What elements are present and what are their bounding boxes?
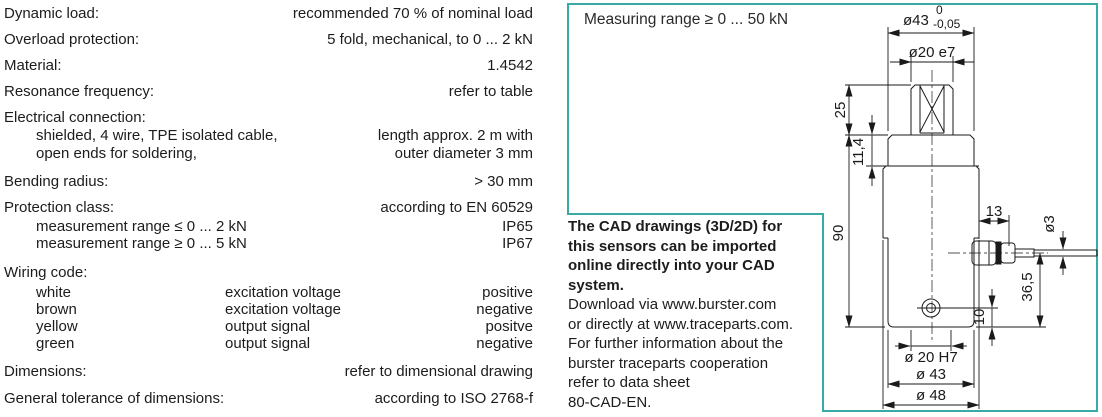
- svg-text:13: 13: [985, 203, 1003, 220]
- spec-value: according to EN 60529: [380, 199, 533, 216]
- measuring-range-label: Measuring range ≥ 0 ... 50 kN: [584, 11, 789, 28]
- spec-value: according to ISO 2768-f: [374, 390, 533, 407]
- wire-signal: excitation voltage: [225, 284, 341, 301]
- cad-note-bold-line: system.: [568, 276, 624, 294]
- spec-value: recommended 70 % of nominal load: [292, 5, 533, 22]
- spec-label: Wiring code:: [4, 264, 88, 281]
- spec-label: open ends for soldering,: [36, 145, 197, 162]
- spec-row-cable-detail-2: [4, 145, 533, 163]
- dim-25: [832, 85, 911, 135]
- spec-label: Dimensions:: [4, 363, 87, 380]
- spec-label: Bending radius:: [4, 173, 109, 190]
- wire-polarity: negative: [476, 335, 533, 352]
- spec-row-dynamic-load: [4, 5, 533, 23]
- wire-color: green: [36, 335, 75, 352]
- cad-note-line: For further information about the: [568, 335, 784, 352]
- svg-text:36,5: 36,5: [1019, 272, 1036, 302]
- spec-value: > 30 mm: [474, 173, 533, 190]
- dim-11-4: [850, 115, 883, 186]
- cad-note-bold-line: The CAD drawings (3D/2D) for: [568, 218, 783, 235]
- svg-text:ø20 e7: ø20 e7: [908, 44, 956, 61]
- wire-signal: excitation voltage: [225, 301, 341, 318]
- wire-color: yellow: [36, 318, 78, 335]
- svg-text:-0,05: -0,05: [933, 17, 961, 31]
- cad-note-bold-line: online directly into your CAD: [568, 257, 775, 274]
- svg-text:0: 0: [936, 3, 943, 17]
- spec-value: 5 fold, mechanical, to 0 ... 2 kN: [327, 31, 533, 48]
- wiring-row-white: [4, 284, 533, 302]
- svg-text:25: 25: [832, 101, 849, 119]
- svg-text:ø 48: ø 48: [915, 387, 947, 404]
- cad-note: [568, 217, 820, 412]
- spec-value: IP67: [502, 235, 533, 252]
- sensor-outline: [883, 85, 979, 327]
- spec-row-resonance-frequency: [4, 83, 533, 101]
- cad-note-line: refer to data sheet: [568, 374, 690, 391]
- spec-label: General tolerance of dimensions:: [4, 390, 225, 407]
- wire-color: brown: [36, 301, 77, 318]
- spec-label: shielded, 4 wire, TPE isolated cable,: [36, 127, 278, 144]
- spec-value: refer to table: [448, 83, 533, 100]
- cad-note-bold-line: this sensors can be imported: [568, 237, 777, 255]
- svg-text:ø 20 H7: ø 20 H7: [904, 349, 958, 366]
- wire-polarity: negative: [476, 301, 533, 318]
- spec-row-bending-radius: [4, 173, 533, 191]
- dim-10: [917, 289, 998, 346]
- cad-note-line: Download via www.burster.com: [568, 296, 777, 313]
- spec-row-protection-class: [4, 199, 533, 217]
- spec-label: Material:: [4, 57, 62, 74]
- spec-value: 1.4542: [487, 57, 533, 74]
- spec-label: measurement range ≤ 0 ... 2 kN: [36, 218, 247, 235]
- wire-color: white: [36, 284, 72, 301]
- cad-note-line: or directly at www.traceparts.com.: [568, 315, 794, 333]
- wire-polarity: positive: [482, 284, 533, 301]
- wiring-row-yellow: [4, 318, 533, 336]
- wiring-row-green: [4, 335, 533, 353]
- specifications-panel: [4, 0, 533, 417]
- spec-row-overload-protection: [4, 31, 533, 49]
- svg-text:ø43: ø43: [903, 12, 929, 29]
- spec-row-material: [4, 57, 533, 75]
- wire-signal: output signal: [225, 318, 311, 335]
- wiring-row-brown: [4, 301, 533, 319]
- spec-value: length approx. 2 m with: [377, 127, 533, 144]
- dim-13: [979, 203, 1009, 246]
- spec-value: outer diameter 3 mm: [394, 145, 533, 162]
- dim-dia3: [1041, 215, 1063, 275]
- spec-row-range-ip65: [4, 218, 533, 236]
- spec-label: Protection class:: [4, 199, 115, 216]
- wire-polarity: positve: [485, 318, 533, 335]
- svg-text:10: 10: [971, 308, 988, 326]
- cad-note-line: 80-CAD-EN.: [568, 393, 652, 411]
- svg-text:90: 90: [830, 224, 847, 242]
- spec-row-wiring-code: [4, 264, 533, 282]
- spec-label: measurement range ≥ 0 ... 5 kN: [36, 235, 247, 252]
- svg-text:ø 43: ø 43: [915, 366, 947, 383]
- spec-row-range-ip67: [4, 235, 533, 253]
- dim-dia20-h7: [895, 330, 967, 366]
- wire-signal: output signal: [225, 335, 311, 352]
- spec-label: Electrical connection:: [4, 109, 146, 126]
- spec-row-general-tolerance: [4, 390, 533, 408]
- spec-value: IP65: [502, 218, 533, 235]
- cad-note-line: burster traceparts cooperation: [568, 354, 769, 372]
- spec-label: Resonance frequency:: [4, 83, 155, 100]
- spec-row-dimensions: [4, 363, 533, 381]
- spec-row-cable-detail-1: [4, 127, 533, 145]
- svg-text:ø3: ø3: [1041, 215, 1058, 233]
- spec-value: refer to dimensional drawing: [344, 363, 533, 380]
- spec-label: Dynamic load:: [4, 5, 100, 22]
- spec-label: Overload protection:: [4, 31, 140, 48]
- svg-text:11,4: 11,4: [850, 137, 867, 167]
- spec-row-electrical-connection: [4, 109, 533, 127]
